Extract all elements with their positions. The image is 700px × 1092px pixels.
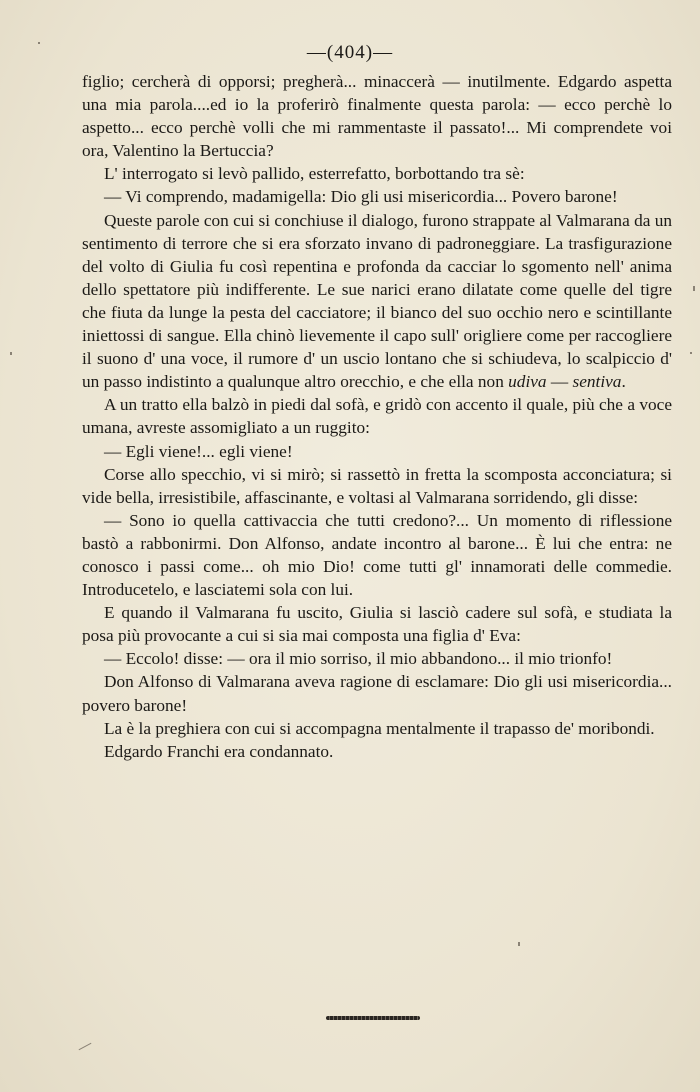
paragraph-8: — Sono io quella cattivaccia che tutti credono?... Un momento di riflessione bastò a rabbonirmi. Don Alfonso, andate incontro al barone... È lui che entra: ne conosco i passi come... oh mio Dio! come tutti gl' innamorati delle commedie. Introducetelo, e lasciatemi sola con lui. — [82, 510, 672, 600]
paragraph-3: — Vi comprendo, madamigella: Dio gli usi misericordia... Povero barone! — [104, 187, 618, 207]
paragraph-4 — [82, 209, 672, 394]
paragraph-4-text: Queste parole con cui si conchiuse il dialogo, furono strappate al Valmarana da un sentimento di terrore che si era sforzato invano di padroneggiare. La trasfigurazione del volto di Giulia fu così repentina e profonda da cacciar lo sgomento nell' anima dello spettatore più indifferente. Le sue narici erano dilatate come quelle del tigre che fiuta da lunge la pesta del cacciatore; il bianco del suo occhio nero e scintillante iniettossi di sangue. Ella chinò lievemente il capo sull' origliere come per raccogliere il suono d' una voce, il rumore d' un uscio lontano che si schiudeva, lo scalpiccio d' un passo indistinto a qualunque altro orecchio, e che ella non — [82, 210, 672, 392]
end-ornament — [326, 1016, 420, 1020]
paper-speck — [79, 1043, 92, 1050]
paragraph-6: — Egli viene!... egli viene! — [104, 441, 293, 461]
page-number: —(404)— — [306, 42, 394, 63]
paragraph-13: Edgardo Franchi era condannato. — [104, 741, 334, 761]
italic-sentiva: sentiva — [572, 372, 622, 392]
paper-speck — [10, 352, 12, 355]
paper-speck — [38, 42, 40, 44]
paragraph-1: figlio; cercherà di opporsi; pregherà... minaccerà — inutilmente. Edgardo aspetta una mia parola....ed io la proferirò finalmente questa parola: — ecco perchè lo aspetto... ecco perchè volli che mi rammentaste il passato!... Mi comprendete voi ora, Valentino la Bertuccia? — [82, 72, 672, 161]
paragraph-5: A un tratto ella balzò in piedi dal sofà, e gridò con accento il quale, più che a voce umana, avreste assomigliato a un ruggito: — [82, 395, 672, 438]
paragraph-7: Corse allo specchio, vi si mirò; si rassettò in fretta la scomposta acconciatura; si vide bella, irresistibile, affascinante, e voltasi al Valmarana sorridendo, gli disse: — [82, 464, 672, 507]
paragraph-9: E quando il Valmarana fu uscito, Giulia si lasciò cadere sul sofà, e studiata la posa più provocante a cui si sia mai composta una figlia d' Eva: — [82, 603, 672, 646]
paragraph-4-end: . — [621, 372, 626, 392]
italic-udiva: udiva — [508, 372, 547, 392]
paragraph-10: — Eccolo! disse: — ora il mio sorriso, il mio abbandono... il mio trionfo! — [104, 649, 613, 669]
paragraph-12: La è la preghiera con cui si accompagna mentalmente il trapasso de' moribondi. — [104, 718, 655, 738]
paragraph-11: Don Alfonso di Valmarana aveva ragione di esclamare: Dio gli usi misericordia... povero barone! — [82, 672, 672, 715]
paper-speck — [690, 352, 692, 354]
body-text — [82, 70, 672, 763]
paper-speck — [693, 286, 695, 291]
paragraph-4-dash: — — [546, 372, 573, 392]
paper-speck — [518, 942, 520, 946]
paragraph-2: L' interrogato si levò pallido, esterrefatto, borbottando tra sè: — [104, 164, 525, 184]
